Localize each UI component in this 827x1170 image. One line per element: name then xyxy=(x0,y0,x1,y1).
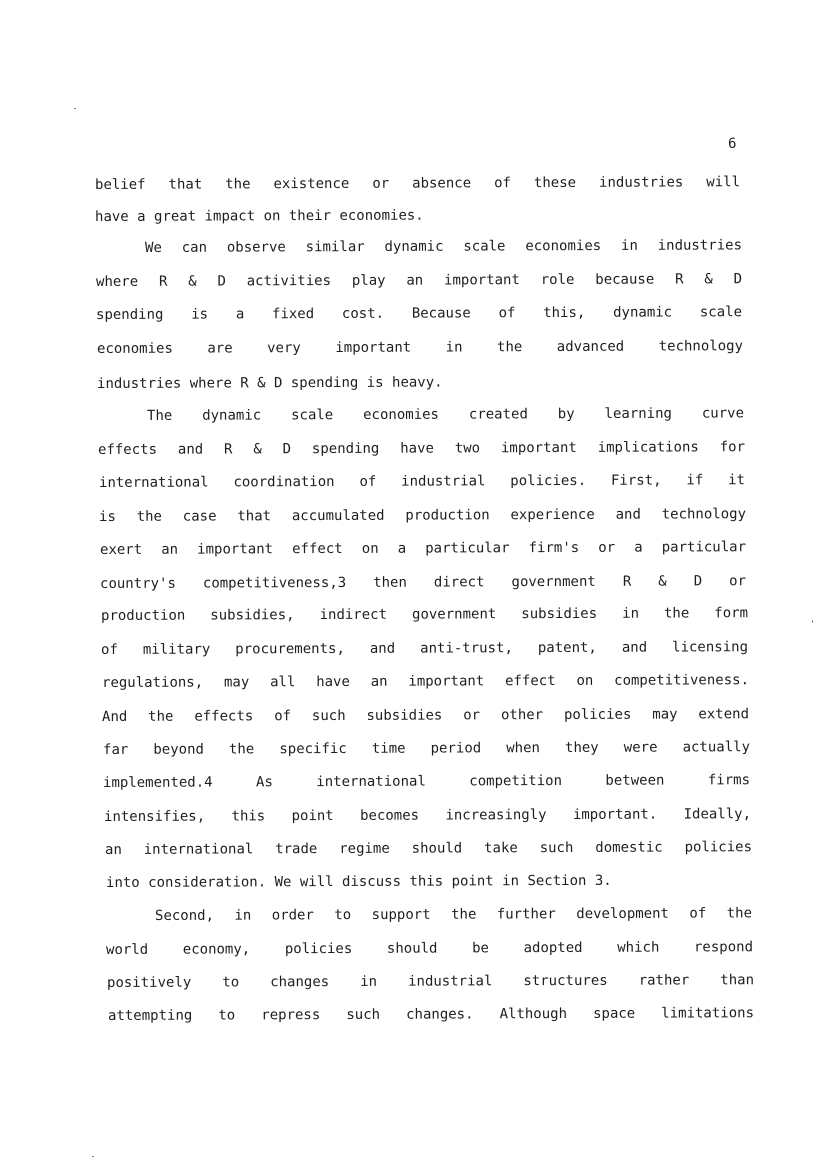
scan-speck xyxy=(92,1156,94,1157)
text-line: where R & D activities play an important role because R & D xyxy=(95,271,743,290)
text-line: into consideration. We will discuss this point in Section 3. xyxy=(105,872,612,891)
text-line: of military procurements, and anti-trust, patent, and licensing xyxy=(100,639,749,658)
text-line: belief that the existence or absence of these industries will xyxy=(94,174,741,193)
text-line: industries where R & D spending is heavy. xyxy=(96,374,443,392)
page-number: 6 xyxy=(728,136,737,152)
text-line: an international trade regime should take such domestic policies xyxy=(104,839,753,858)
text-line: production subsidies, indirect government subsidies in the form xyxy=(100,605,749,624)
text-line: attempting to repress such changes. Although space limitations xyxy=(107,1005,755,1024)
text-line: positively to changes in industrial structures rather than xyxy=(106,972,755,991)
text-line: The dynamic scale economies created by learning curve xyxy=(146,405,745,424)
text-line: have a great impact on their economies. xyxy=(94,207,424,225)
text-line: spending is a fixed cost. Because of this, dynamic scale xyxy=(95,304,743,323)
scan-speck xyxy=(74,108,76,109)
scan-speck xyxy=(812,620,813,623)
text-line: implemented.4 As international competition between firms xyxy=(102,772,751,791)
text-line: We can observe similar dynamic scale economies in industries xyxy=(144,237,743,256)
text-line: exert an important effect on a particular firm's or a particular xyxy=(99,539,747,558)
text-line: And the effects of such subsidies or other policies may extend xyxy=(101,706,750,725)
text-line: world economy, policies should be adopted which respond xyxy=(105,939,754,958)
text-line: effects and R & D spending have two important implications for xyxy=(97,439,746,458)
text-line: regulations, may all have an important effect on competitiveness. xyxy=(101,672,750,691)
text-line: country's competitiveness,3 then direct government R & D or xyxy=(99,573,747,592)
text-line: Second, in order to support the further development of the xyxy=(154,905,753,924)
text-line: international coordination of industrial policies. First, if it xyxy=(98,472,746,491)
text-line: is the case that accumulated production experience and technology xyxy=(98,506,747,525)
text-line: intensifies, this point becomes increasingly important. Ideally, xyxy=(103,806,752,825)
text-line: far beyond the specific time period when they were actually xyxy=(102,739,751,758)
text-line: economies are very important in the advanced technology xyxy=(96,338,744,357)
